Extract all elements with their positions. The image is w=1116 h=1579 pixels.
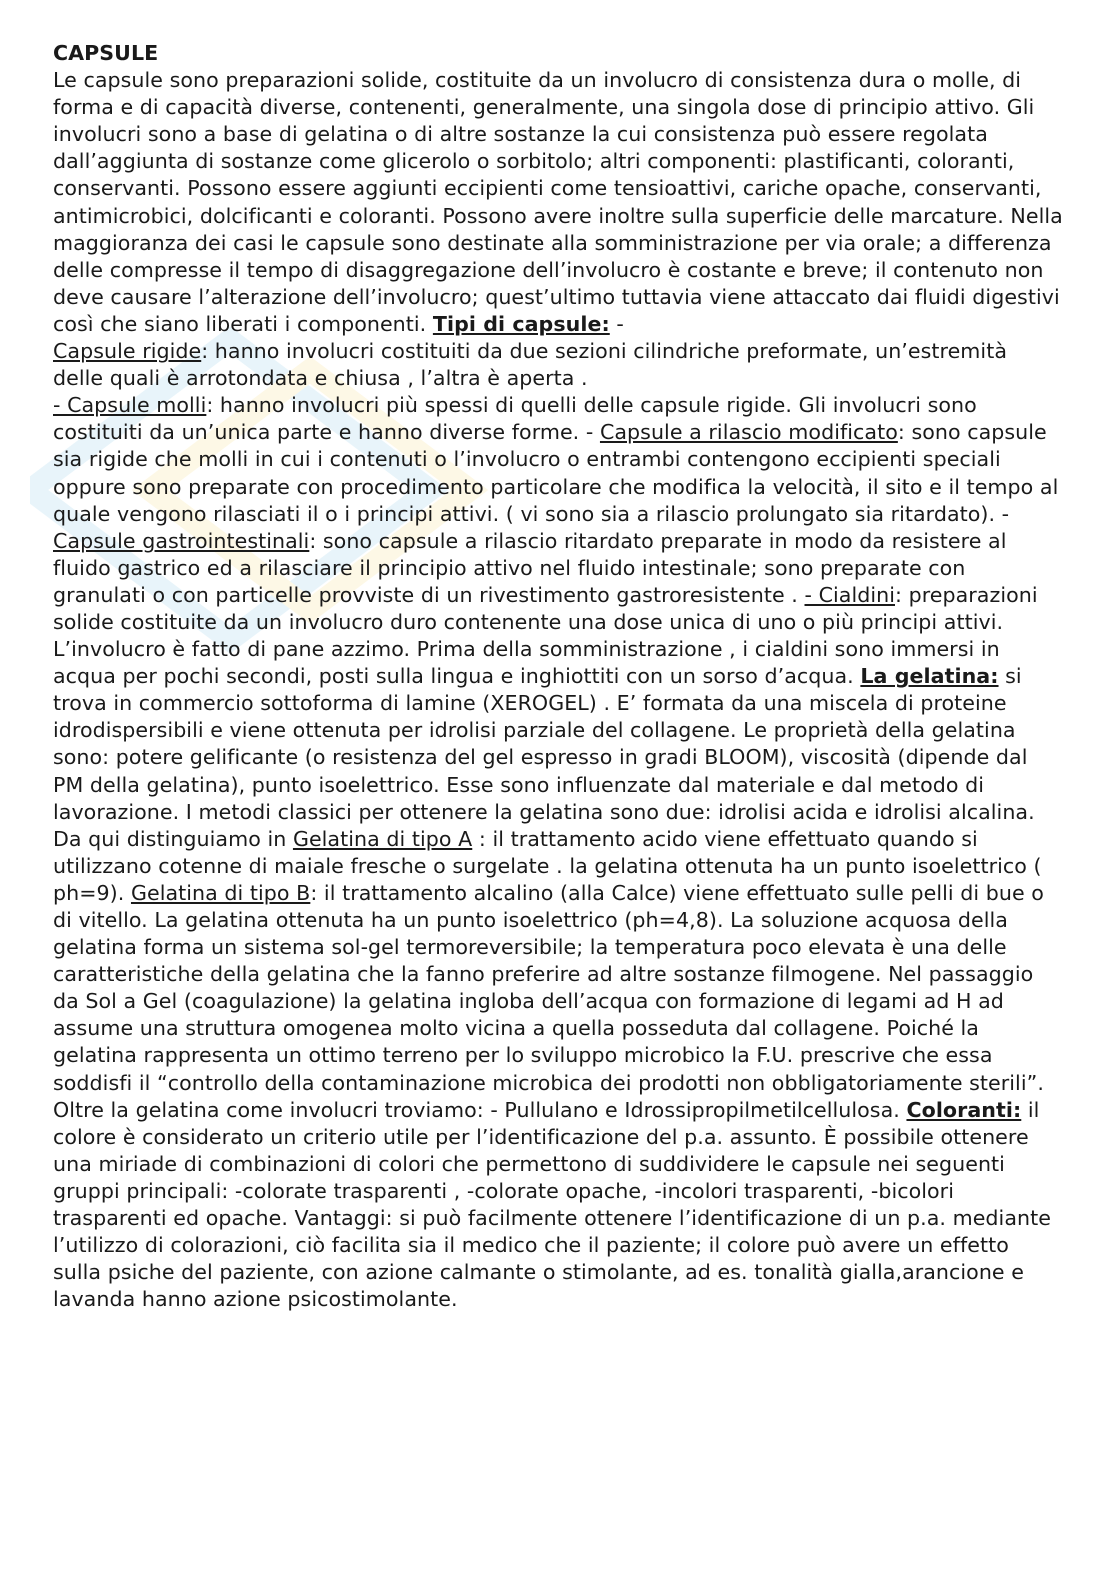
capsule-rigide-term: Capsule rigide	[53, 339, 202, 364]
main-paragraph	[53, 67, 1063, 1313]
document-body	[53, 40, 1063, 1313]
dash-text: -	[609, 311, 624, 336]
coloranti-heading: Coloranti:	[906, 1097, 1022, 1122]
capsule-molli-term: - Capsule molli	[53, 393, 207, 418]
gelatina-heading: La gelatina:	[860, 664, 999, 689]
gelatina-tipo-a-term: Gelatina di tipo A	[292, 826, 473, 851]
capsule-molli-text: : hanno involucri più spessi di quelli delle capsule rigide. Gli involucri sono costituiti da un’unica parte e hanno diverse forme. -	[53, 393, 977, 445]
tipi-heading: Tipi di capsule:	[432, 311, 610, 336]
intro-text: Le capsule sono preparazioni solide, costituite da un involucro di consistenza dura o molle, di forma e di capacità diverse, contenenti, generalmente, una singola dose di principio attivo. Gli involucri sono a base di gelatina o di altre sostanze la cui consistenza può essere regolata dall’aggiunta di sostanze come glicerolo o sorbitolo; altri componenti: plastificanti, coloranti, conservanti. Possono essere aggiunti eccipienti come tensioattivi, cariche opache, conservanti, antimicrobici, dolcificanti e coloranti. Possono avere inoltre sulla superficie delle marcature. Nella maggioranza dei casi le capsule sono destinate alla somministrazione per via orale; a differenza delle compresse il tempo di disaggregazione dell’involucro è costante e breve; il contenuto non deve causare l’alterazione dell’involucro; quest’ultimo tuttavia viene attaccato dai fluidi digestivi così che siano liberati i componenti.	[53, 68, 1063, 336]
gelatina-text: si trova in commercio sottoforma di lamine (XEROGEL) . E’ formata da una miscela di proteine idrodispersibili e viene ottenuta per idrolisi parziale del collagene. Le proprietà della gelatina sono: potere gelificante (o resistenza del gel espresso in gradi BLOOM), viscosità (dipende dal PM della gelatina), punto isoelettrico. Esse sono influenzate dal materiale e dal metodo di lavorazione. I metodi classici per ottenere la gelatina sono due: idrolisi acida e idrolisi alcalina. Da qui distinguiamo in	[53, 664, 1035, 851]
capsule-gastro-term: Capsule gastrointestinali	[53, 528, 310, 553]
gelatina-tipo-a-text: : il trattamento acido viene effettuato quando si utilizzano cotenne di maiale fresche o surgelate . la gelatina ottenuta ha un punto isoelettrico ( ph=9).	[53, 826, 1042, 905]
capsule-rilascio-term: Capsule a rilascio modificato	[599, 420, 898, 445]
capsule-rilascio-text: : sono capsule sia rigide che molli in cui i contenuti o l’involucro o entrambi contengono eccipienti speciali oppure sono preparate con procedimento particolare che modifica la velocità, il sito e il tempo al quale vengono rilasciati il o i principi attivi. ( vi sono sia a rilascio prolungato sia ritardato). -	[53, 420, 1059, 526]
cialdini-term: - Cialdini	[804, 582, 895, 607]
capsule-gastro-text: : sono capsule a rilascio ritardato preparate in modo da resistere al fluido gastrico ed a rilasciare il principio attivo nel fluido intestinale; sono preparate con granulati o con particelle provviste di un rivestimento gastroresistente .	[53, 528, 1007, 607]
capsule-rigide-text: : hanno involucri costituiti da due sezioni cilindriche preformate, un’estremità delle quali è arrotondata e chiusa , l’altra è aperta .	[53, 339, 1007, 391]
document-title: CAPSULE	[53, 41, 159, 65]
gelatina-tipo-b-term: Gelatina di tipo B	[130, 880, 311, 905]
cialdini-text: : preparazioni solide costituite da un involucro duro contenente una dose unica di uno o più principi attivi. L’involucro è fatto di pane azzimo. Prima della somministrazione , i cialdini sono immersi in acqua per pochi secondi, posti sulla lingua e inghiottiti con un sorso d’acqua.	[53, 582, 1038, 689]
gelatina-tipo-b-text: : il trattamento alcalino (alla Calce) viene effettuato sulle pelli di bue o di vitello. La gelatina ottenuta ha un punto isoelettrico (ph=4,8). La soluzione acquosa della gelatina forma un sistema sol-gel termoreversibile; la temperatura poco elevata è una delle caratteristiche della gelatina che la fanno preferire ad altre sostanze filmogene. Nel passaggio da Sol a Gel (coagulazione) la gelatina ingloba dell’acqua con formazione di legami ad H ad assume una struttura omogenea molto vicina a quella posseduta dal collagene. Poiché la gelatina rappresenta un ottimo terreno per lo sviluppo microbico la F.U. prescrive che essa soddisfi il “controllo della contaminazione microbica dei prodotti non obbligatoriamente sterili”. Oltre la gelatina come involucri troviamo: - Pullulano e Idrossipropilmetilcellulosa.	[53, 880, 1044, 1122]
coloranti-text: il colore è considerato un criterio utile per l’identificazione del p.a. assunto. È possibile ottenere una miriade di combinazioni di colori che permettono di suddividere le capsule nei seguenti gruppi principali: -colorate trasparenti , -colorate opache, -incolori trasparenti, -bicolori trasparenti ed opache. Vantaggi: si può facilmente ottenere l’identificazione di un p.a. mediante l’utilizzo di colorazioni, ciò facilita sia il medico che il paziente; il colore può avere un effetto sulla psiche del paziente, con azione calmante o stimolante, ad es. tonalità gialla,arancione e lavanda hanno azione psicostimolante.	[53, 1097, 1051, 1312]
